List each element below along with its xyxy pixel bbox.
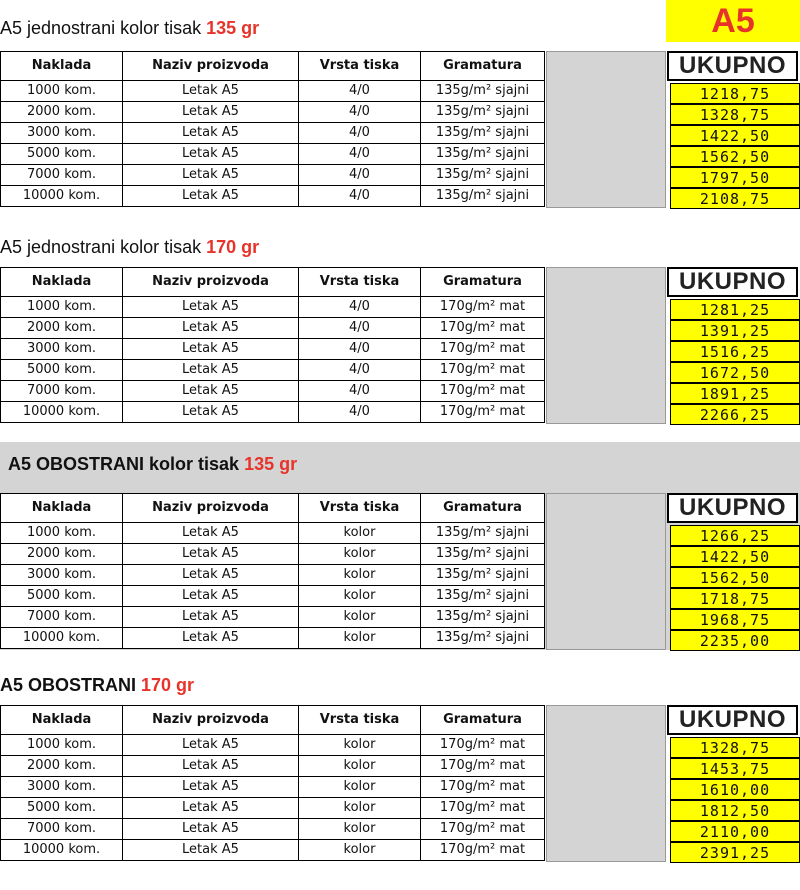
naziv-header: Naziv proizvoda [123,268,299,297]
section-title-text: A5 jednostrani kolor tisak [0,18,207,38]
vrsta-cell: kolor [299,819,421,840]
naklada-cell: 10000 kom. [1,840,123,861]
total-price-cell: 1266,25 [670,525,800,546]
vrsta-cell: 4/0 [299,339,421,360]
table-row [1,523,545,544]
table-row [1,544,545,565]
naklada-cell: 2000 kom. [1,544,123,565]
total-price-cell: 1516,25 [670,341,800,362]
table-row [1,735,545,756]
naziv-cell: Letak A5 [123,318,299,339]
gramatura-cell: 135g/m² sjajni [421,565,545,586]
naklada-cell: 2000 kom. [1,756,123,777]
gramatura-cell: 135g/m² sjajni [421,186,545,207]
table-row [1,628,545,649]
gramatura-header: Gramatura [421,494,545,523]
price-section-1 [0,0,800,210]
vrsta-cell: 4/0 [299,318,421,339]
naklada-cell: 3000 kom. [1,339,123,360]
naziv-cell: Letak A5 [123,777,299,798]
price-table [0,493,545,649]
section-title [8,454,297,475]
naziv-cell: Letak A5 [123,819,299,840]
naklada-cell: 10000 kom. [1,402,123,423]
naziv-cell: Letak A5 [123,523,299,544]
naziv-cell: Letak A5 [123,735,299,756]
gramatura-cell: 170g/m² mat [421,318,545,339]
section-title-text: A5 jednostrani kolor tisak [0,237,207,257]
total-price-cell: 2266,25 [670,404,800,425]
vrsta-cell: 4/0 [299,102,421,123]
vrsta-cell: kolor [299,565,421,586]
naziv-header: Naziv proizvoda [123,494,299,523]
gramatura-cell: 135g/m² sjajni [421,607,545,628]
naziv-cell: Letak A5 [123,144,299,165]
vrsta-cell: 4/0 [299,165,421,186]
naziv-cell: Letak A5 [123,360,299,381]
vrsta-header: Vrsta tiska [299,268,421,297]
naziv-cell: Letak A5 [123,123,299,144]
naklada-cell: 3000 kom. [1,123,123,144]
table-row [1,607,545,628]
gramatura-cell: 170g/m² mat [421,798,545,819]
vrsta-cell: 4/0 [299,381,421,402]
naklada-cell: 5000 kom. [1,586,123,607]
vrsta-cell: 4/0 [299,81,421,102]
format-badge: A5 [666,0,800,42]
gramatura-cell: 135g/m² sjajni [421,102,545,123]
total-price-cell: 2110,00 [670,821,800,842]
vrsta-cell: kolor [299,735,421,756]
naziv-cell: Letak A5 [123,798,299,819]
gramatura-cell: 170g/m² mat [421,360,545,381]
gramatura-cell: 170g/m² mat [421,840,545,861]
section-title-text: A5 OBOSTRANI [0,675,142,695]
naziv-cell: Letak A5 [123,102,299,123]
vrsta-cell: kolor [299,628,421,649]
vrsta-header: Vrsta tiska [299,52,421,81]
naklada-cell: 5000 kom. [1,144,123,165]
table-row [1,297,545,318]
total-price-cell: 1422,50 [670,125,800,146]
total-price-cell: 1797,50 [670,167,800,188]
table-row [1,798,545,819]
table-header-row [1,52,545,81]
total-price-cell: 1328,75 [670,104,800,125]
naziv-cell: Letak A5 [123,565,299,586]
gramatura-cell: 170g/m² mat [421,297,545,318]
total-price-cell: 1328,75 [670,737,800,758]
naziv-cell: Letak A5 [123,381,299,402]
naziv-cell: Letak A5 [123,840,299,861]
gramatura-cell: 170g/m² mat [421,777,545,798]
vrsta-cell: 4/0 [299,402,421,423]
table-row [1,381,545,402]
totals-column [667,705,798,863]
naklada-cell: 7000 kom. [1,819,123,840]
gramatura-cell: 170g/m² mat [421,819,545,840]
gramatura-cell: 135g/m² sjajni [421,81,545,102]
vrsta-cell: kolor [299,756,421,777]
naziv-cell: Letak A5 [123,186,299,207]
gramatura-cell: 135g/m² sjajni [421,123,545,144]
table-row [1,586,545,607]
table-row [1,360,545,381]
total-price-cell: 2108,75 [670,188,800,209]
naziv-cell: Letak A5 [123,607,299,628]
gramatura-cell: 135g/m² sjajni [421,628,545,649]
vrsta-cell: 4/0 [299,123,421,144]
naklada-cell: 7000 kom. [1,381,123,402]
vrsta-cell: 4/0 [299,360,421,381]
vrsta-cell: 4/0 [299,186,421,207]
gramatura-cell: 170g/m² mat [421,402,545,423]
vrsta-cell: kolor [299,607,421,628]
naziv-cell: Letak A5 [123,756,299,777]
total-price-cell: 1812,50 [670,800,800,821]
totals-column [667,51,798,209]
vrsta-cell: kolor [299,777,421,798]
table-row [1,165,545,186]
total-price-cell: 1218,75 [670,83,800,104]
vrsta-cell: kolor [299,523,421,544]
total-price-cell: 2391,25 [670,842,800,863]
naklada-cell: 3000 kom. [1,565,123,586]
gramatura-cell: 135g/m² sjajni [421,523,545,544]
price-table [0,51,545,207]
naklada-cell: 7000 kom. [1,165,123,186]
ukupno-header: UKUPNO [667,51,798,81]
naklada-header: Naklada [1,52,123,81]
naziv-cell: Letak A5 [123,165,299,186]
table-header-row [1,268,545,297]
total-price-cell: 1968,75 [670,609,800,630]
total-price-cell: 1562,50 [670,567,800,588]
gramatura-cell: 170g/m² mat [421,756,545,777]
table-row [1,565,545,586]
gramatura-header: Gramatura [421,52,545,81]
table-row [1,123,545,144]
section-title-weight: 170 gr [206,237,260,257]
gramatura-cell: 135g/m² sjajni [421,165,545,186]
table-row [1,144,545,165]
table-row [1,186,545,207]
table-row [1,819,545,840]
section-title-weight: 135 gr [206,18,260,38]
naklada-cell: 1000 kom. [1,297,123,318]
table-row [1,756,545,777]
empty-grey-column [546,493,666,650]
naziv-cell: Letak A5 [123,628,299,649]
gramatura-header: Gramatura [421,268,545,297]
naziv-cell: Letak A5 [123,402,299,423]
naklada-cell: 1000 kom. [1,735,123,756]
totals-column [667,267,798,425]
ukupno-header: UKUPNO [667,705,798,735]
naziv-cell: Letak A5 [123,297,299,318]
naklada-cell: 10000 kom. [1,628,123,649]
total-price-cell: 1422,50 [670,546,800,567]
total-price-cell: 1562,50 [670,146,800,167]
naklada-header: Naklada [1,268,123,297]
table-row [1,339,545,360]
naklada-header: Naklada [1,706,123,735]
naklada-cell: 1000 kom. [1,523,123,544]
naklada-cell: 5000 kom. [1,798,123,819]
gramatura-cell: 135g/m² sjajni [421,586,545,607]
section-title-text: A5 OBOSTRANI kolor tisak [8,454,245,474]
naklada-cell: 5000 kom. [1,360,123,381]
naklada-header: Naklada [1,494,123,523]
naklada-cell: 3000 kom. [1,777,123,798]
price-table [0,705,545,861]
table-row [1,777,545,798]
gramatura-cell: 170g/m² mat [421,381,545,402]
totals-column [667,493,798,651]
vrsta-cell: 4/0 [299,297,421,318]
table-row [1,102,545,123]
section-title-weight: 170 gr [141,675,195,695]
naklada-cell: 2000 kom. [1,318,123,339]
table-row [1,402,545,423]
empty-grey-column [546,51,666,208]
section-title [0,237,259,258]
table-header-row [1,494,545,523]
naziv-header: Naziv proizvoda [123,706,299,735]
naziv-cell: Letak A5 [123,339,299,360]
section-title-weight: 135 gr [244,454,298,474]
total-price-cell: 1391,25 [670,320,800,341]
price-section-2 [0,210,800,432]
price-table [0,267,545,423]
vrsta-cell: 4/0 [299,144,421,165]
empty-grey-column [546,705,666,862]
ukupno-header: UKUPNO [667,267,798,297]
total-price-cell: 1610,00 [670,779,800,800]
naziv-cell: Letak A5 [123,544,299,565]
naziv-cell: Letak A5 [123,81,299,102]
table-row [1,318,545,339]
vrsta-cell: kolor [299,586,421,607]
total-price-cell: 1672,50 [670,362,800,383]
table-row [1,81,545,102]
naklada-cell: 1000 kom. [1,81,123,102]
vrsta-header: Vrsta tiska [299,494,421,523]
section-title [0,675,194,696]
price-section-4 [0,660,800,890]
total-price-cell: 1453,75 [670,758,800,779]
vrsta-cell: kolor [299,544,421,565]
vrsta-cell: kolor [299,840,421,861]
table-header-row [1,706,545,735]
empty-grey-column [546,267,666,424]
naziv-cell: Letak A5 [123,586,299,607]
ukupno-header: UKUPNO [667,493,798,523]
naklada-cell: 2000 kom. [1,102,123,123]
vrsta-cell: kolor [299,798,421,819]
naklada-cell: 10000 kom. [1,186,123,207]
gramatura-cell: 135g/m² sjajni [421,544,545,565]
gramatura-header: Gramatura [421,706,545,735]
price-section-3 [0,442,800,650]
gramatura-cell: 170g/m² mat [421,735,545,756]
naziv-header: Naziv proizvoda [123,52,299,81]
total-price-cell: 1718,75 [670,588,800,609]
vrsta-header: Vrsta tiska [299,706,421,735]
table-row [1,840,545,861]
total-price-cell: 2235,00 [670,630,800,651]
section-title [0,18,259,39]
total-price-cell: 1891,25 [670,383,800,404]
gramatura-cell: 170g/m² mat [421,339,545,360]
naklada-cell: 7000 kom. [1,607,123,628]
gramatura-cell: 135g/m² sjajni [421,144,545,165]
total-price-cell: 1281,25 [670,299,800,320]
